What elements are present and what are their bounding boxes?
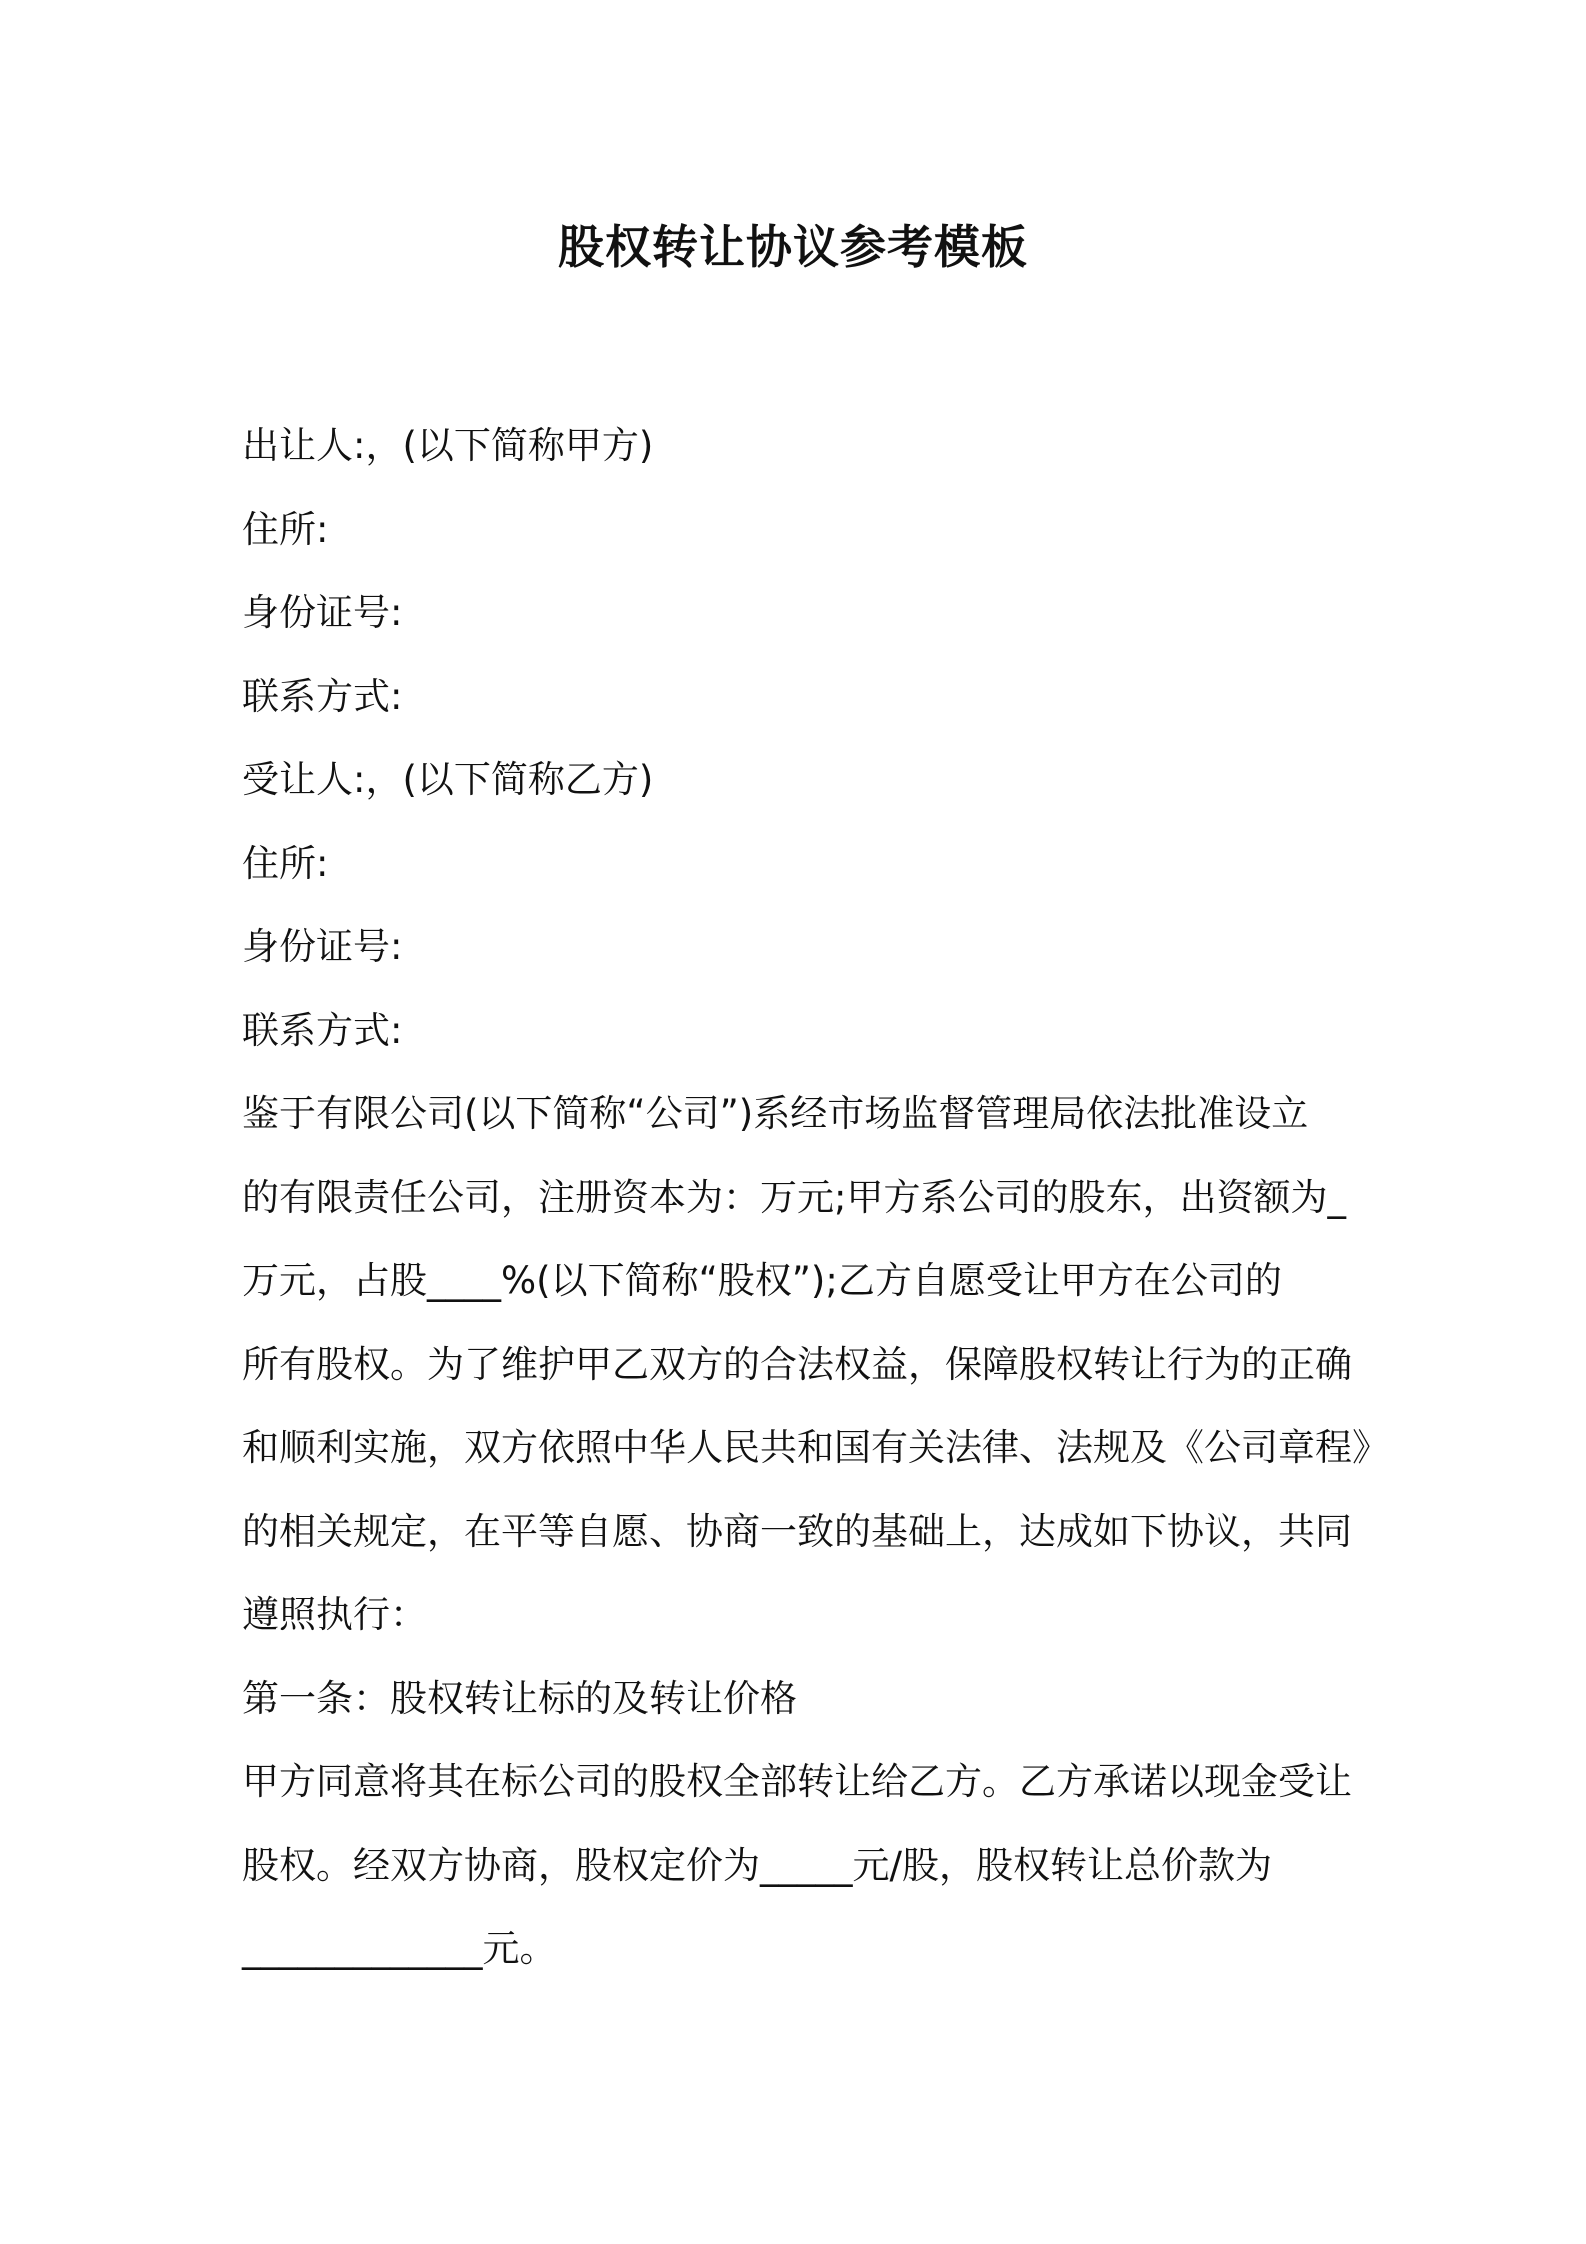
article-1-line: 甲方同意将其在标公司的股权全部转让给乙方。乙方承诺以现金受让 — [242, 1760, 1352, 1803]
preamble-line: 和顺利实施，双方依照中华人民共和国有关法律、法规及《公司章程》 — [242, 1426, 1389, 1469]
preamble-line: 万元，占股____%(以下简称“股权”);乙方自愿受让甲方在公司的 — [242, 1259, 1282, 1302]
article-1-line: 股权。经双方协商，股权定价为_____元/股，股权转让总价款为 — [242, 1843, 1272, 1887]
preamble-line: 的有限责任公司，注册资本为：万元;甲方系公司的股东，出资额为_ — [242, 1175, 1346, 1219]
transferor-id-number: 身份证号: — [242, 591, 403, 634]
preamble-line: 遵照执行： — [242, 1593, 427, 1636]
article-1-heading: 第一条：股权转让标的及转让价格 — [242, 1676, 797, 1720]
transferee-label: 受让人:，(以下简称乙方) — [242, 758, 654, 801]
transferee-address: 住所: — [242, 841, 329, 885]
transferor-contact: 联系方式: — [242, 674, 403, 718]
preamble-line: 所有股权。为了维护甲乙双方的合法权益，保障股权转让行为的正确 — [242, 1342, 1352, 1386]
transferee-contact: 联系方式: — [242, 1008, 403, 1052]
document-title: 股权转让协议参考模板 — [558, 220, 1028, 274]
document-body — [242, 404, 1389, 1991]
preamble-line: 的相关规定，在平等自愿、协商一致的基础上，达成如下协议，共同 — [242, 1509, 1352, 1553]
article-1-line: _____________元。 — [242, 1927, 557, 1970]
transferee-id-number: 身份证号: — [242, 925, 403, 968]
preamble-line: 鉴于有限公司(以下简称“公司”)系经市场监督管理局依法批准设立 — [242, 1092, 1309, 1135]
transferor-label: 出让人:，(以下简称甲方) — [242, 424, 654, 467]
transferor-address: 住所: — [242, 507, 329, 551]
